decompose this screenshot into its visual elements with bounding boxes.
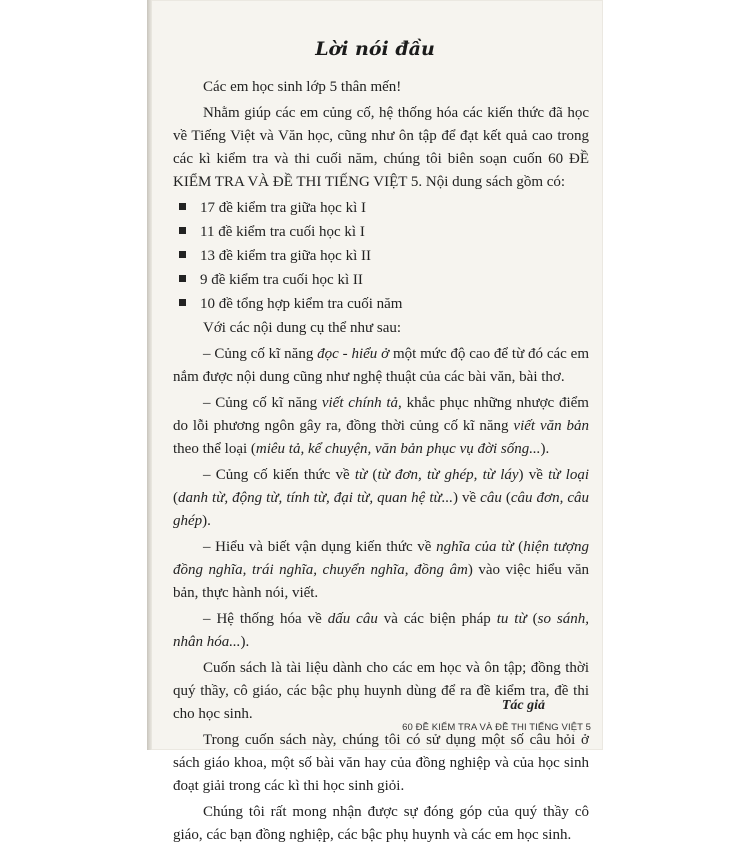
point-word-meaning: – Hiểu và biết vận dụng kiến thức về nghĩa của từ (hiện tượng đồng nghĩa, trái nghĩa, chuyển nghĩa, đồng âm) vào việc hiểu văn bản, thực hành nói, viết. <box>173 539 589 601</box>
point-reading: – Củng cố kĩ năng đọc - hiểu ở một mức độ cao để từ đó các em nắm được nội dung cũng như nghệ thuật của các bài văn, bài thơ. <box>173 346 589 385</box>
purpose-paragraph: Cuốn sách là tài liệu dành cho các em học và ôn tập; đồng thời quý thầy, cô giáo, các bậc phụ huynh dùng để ra đề kiểm tra, đề thi cho học sinh. <box>173 660 589 722</box>
page-footer: 60 ĐỀ KIỂM TRA VÀ ĐỀ THI TIẾNG VIỆT 5 <box>402 722 591 733</box>
author-signature: Tác giả <box>501 698 545 713</box>
contents-list <box>179 197 589 316</box>
thanks-paragraph: Chúng tôi rất mong nhận được sự đóng góp của quý thầy cô giáo, các bạn đồng nghiệp, các bậc phụ huynh và các em học sinh. <box>173 804 589 843</box>
square-bullet-icon <box>179 251 186 258</box>
point-writing: – Củng cố kĩ năng viết chính tả, khắc phục những nhược điểm do lỗi phương ngôn gây ra, đồng thời củng cố kĩ năng viết văn bản theo thể loại (miêu tả, kể chuyện, văn bản phục vụ đời sống...). <box>173 395 589 457</box>
square-bullet-icon <box>179 275 186 282</box>
square-bullet-icon <box>179 227 186 234</box>
list-item: 11 đề kiểm tra cuối học kì I <box>179 221 589 244</box>
page-gutter-shadow <box>147 0 152 750</box>
page-title: Lời nói đầu <box>315 38 435 60</box>
list-item: 17 đề kiểm tra giữa học kì I <box>179 197 589 220</box>
intro-paragraph: Nhằm giúp các em củng cố, hệ thống hóa các kiến thức đã học về Tiếng Việt và Văn học, cũng như ôn tập để đạt kết quả cao trong các kì kiểm tra và thi cuối năm, chúng tôi biên soạn cuốn 60 ĐỀ KIỂM TRA VÀ ĐỀ THI TIẾNG VIỆT 5. Nội dung sách gồm có: <box>173 105 589 190</box>
book-page <box>147 0 603 843</box>
list-item: 9 đề kiểm tra cuối học kì II <box>179 269 589 292</box>
preface-body <box>173 76 589 850</box>
square-bullet-icon <box>179 299 186 306</box>
point-vocabulary: – Củng cố kiến thức về từ (từ đơn, từ ghép, từ láy) về từ loại (danh từ, động từ, tính từ, đại từ, quan hệ từ...) về câu (câu đơn, câu ghép). <box>173 467 590 529</box>
sources-paragraph: Trong cuốn sách này, chúng tôi có sử dụng một số câu hỏi ở sách giáo khoa, một số bài văn hay của đồng nghiệp và của học sinh đoạt giải trong các kì thi học sinh giỏi. <box>173 732 589 794</box>
square-bullet-icon <box>179 203 186 210</box>
content-intro: Với các nội dung cụ thể như sau: <box>203 320 402 336</box>
list-item: 10 đề tổng hợp kiểm tra cuối năm <box>179 293 589 316</box>
point-punctuation: – Hệ thống hóa về dấu câu và các biện pháp tu từ (so sánh, nhân hóa...). <box>173 611 589 650</box>
greeting: Các em học sinh lớp 5 thân mến! <box>203 79 402 95</box>
list-item: 13 đề kiểm tra giữa học kì II <box>179 245 589 268</box>
